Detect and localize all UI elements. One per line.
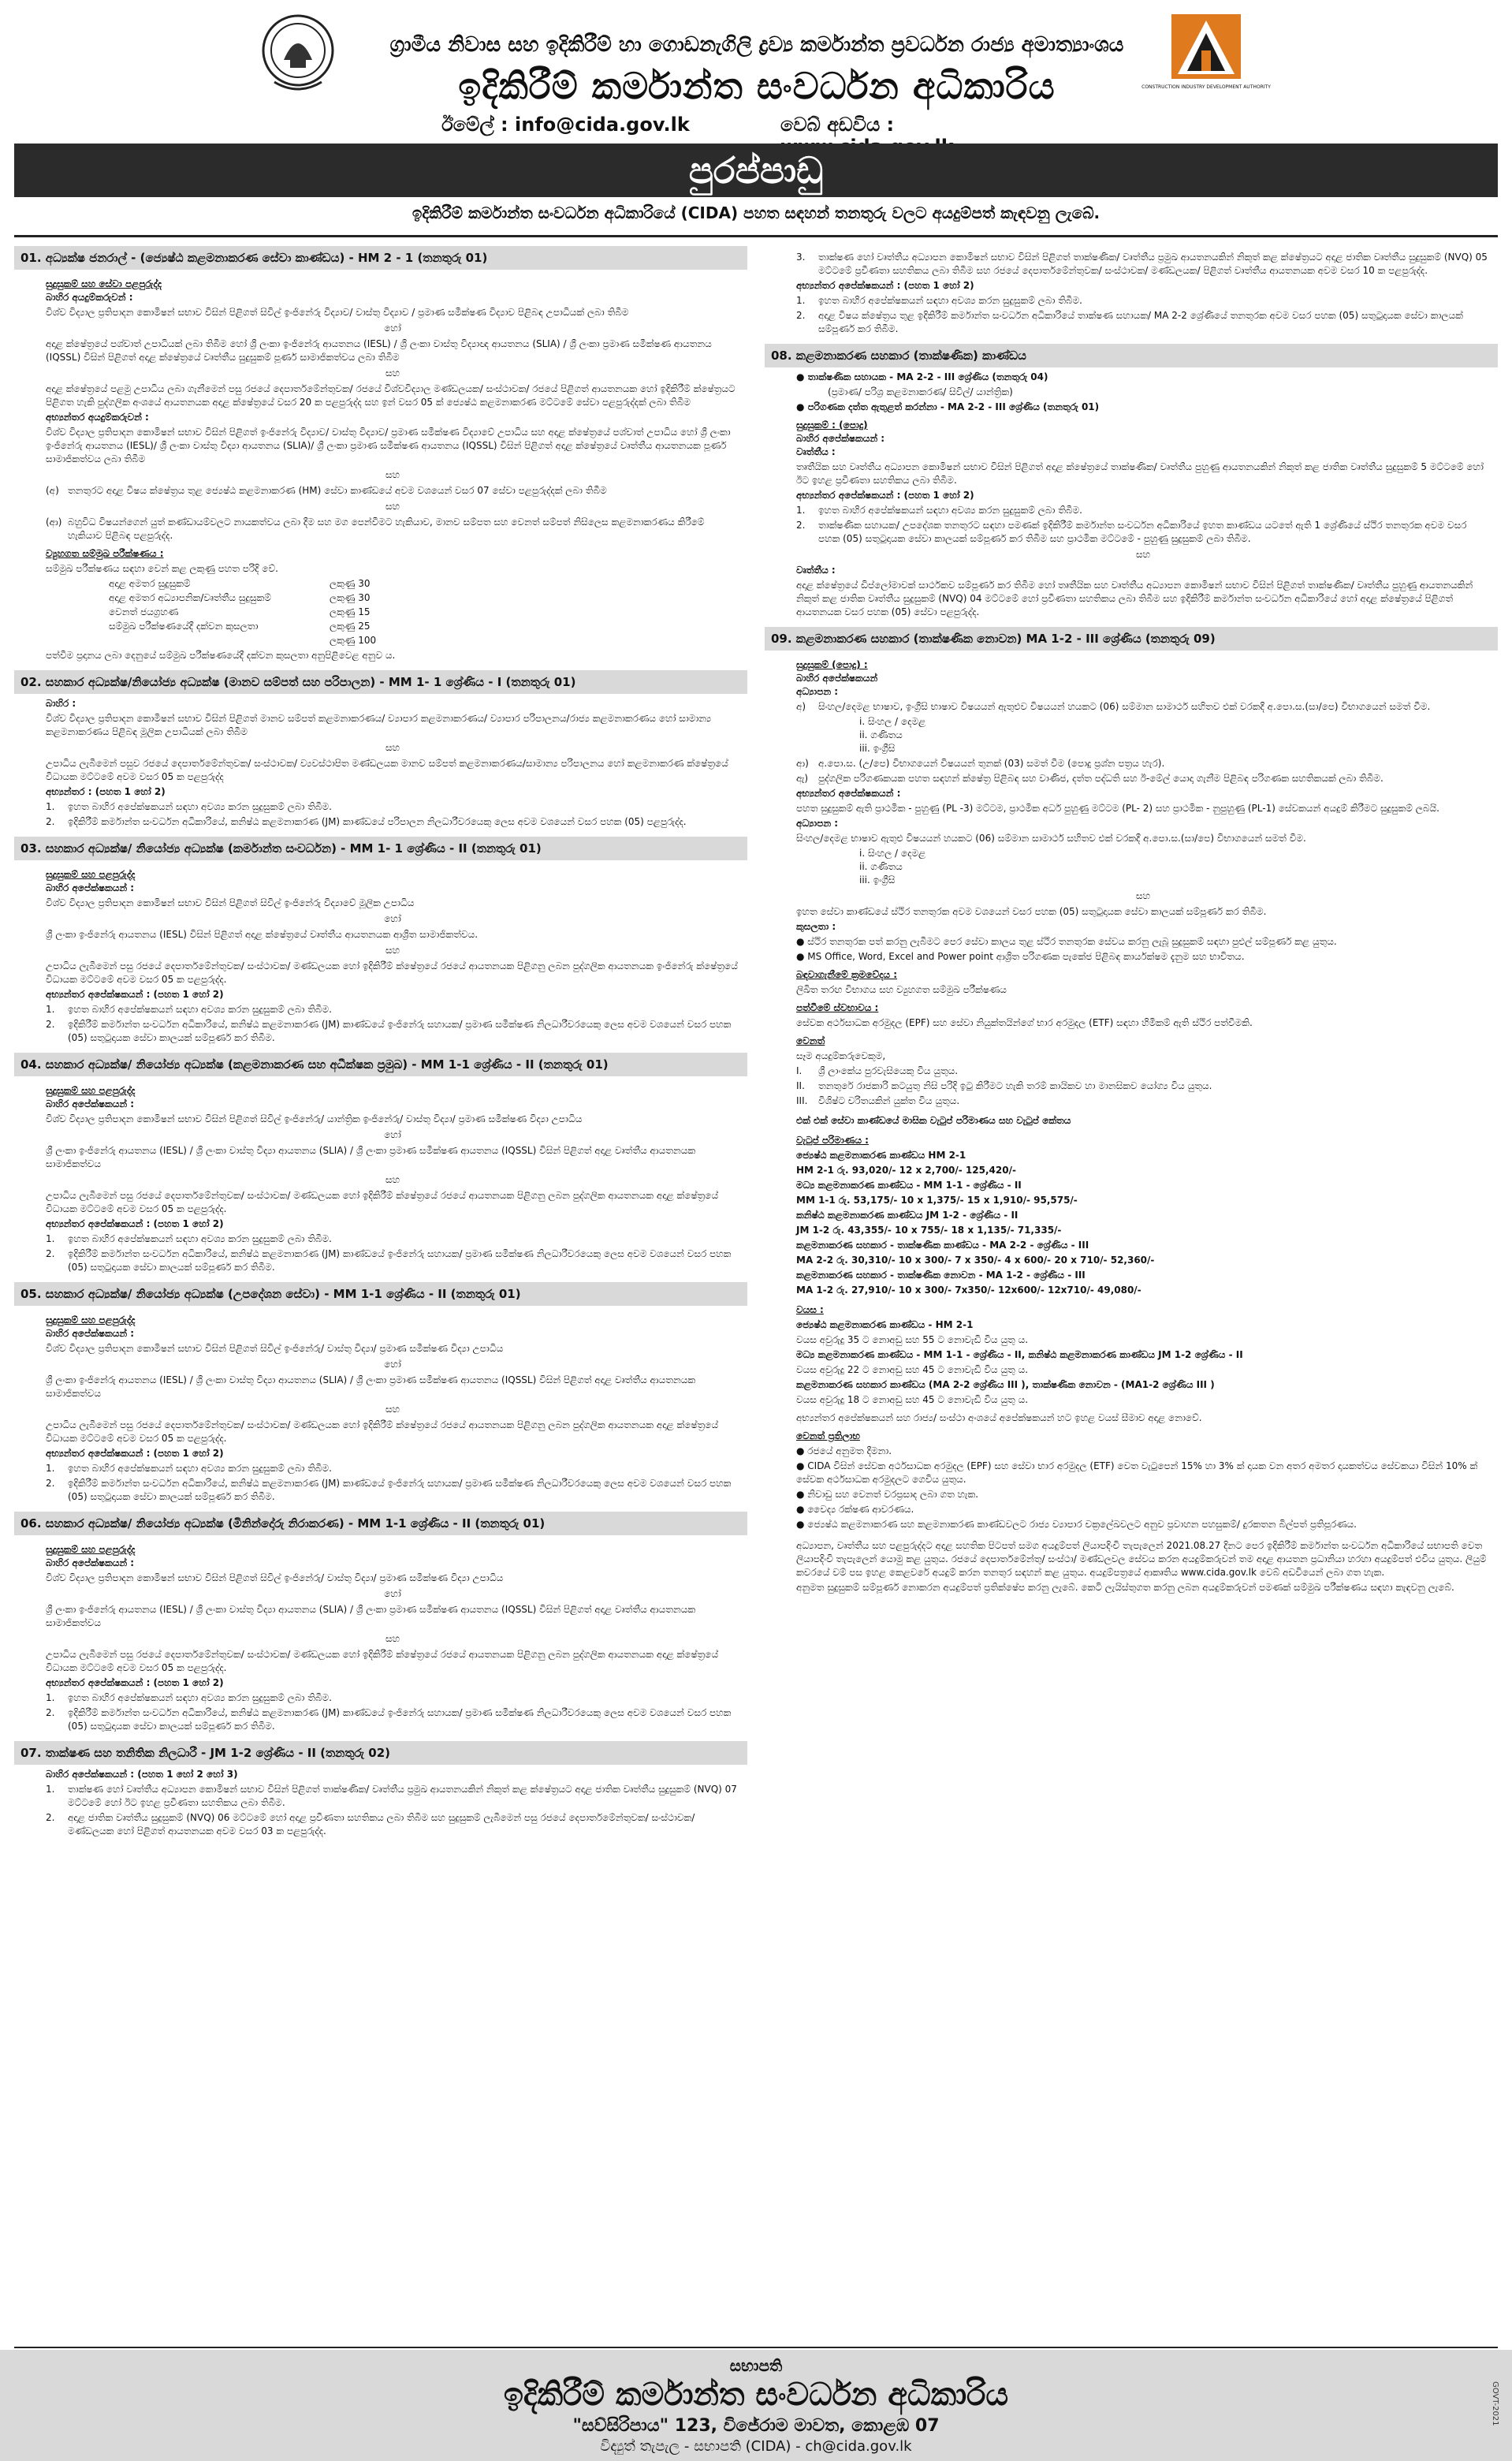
list-item (46, 1232, 739, 1246)
item-text: තනතුරේ රාජකාරි කටයුතු නිසි පරිදි ඉටු කිරීමට හැකි තරම් කායිකව හා මානසිකව යෝග්‍ය විය යුතුය. (818, 1080, 1212, 1091)
item-number: 2. (796, 310, 806, 321)
item-number: I. (796, 1065, 803, 1076)
paragraph: පත්වීම ප්‍රදානය ලබා දෙනුයේ සම්මුඛ පරීක්ෂණයේදී දක්වන කුසලතා අනුපිළිවෙළ අනුව ය. (46, 650, 396, 661)
subheading: සුදුසුකම් සහ පළපුරුද්ද (46, 1544, 136, 1555)
paragraph: පහත සුදුසුකම් ඇති ප්‍රාථමික - පුහුණු (PL -3) මට්ටම, ප්‍රාථමික අර්ධ පුහුණු මට්ටම (PL- 2) සහ ප්‍රාථමික - නුපුහුණු (PL-1) සේවකයන් අයදුම් කිරීමට සුදුසුකම් ලබයි. (796, 803, 1439, 814)
section-08 (765, 344, 1498, 619)
age-limit: වයස අවුරුදු 18 ට නොඅඩු සහ 45 ට නොවැඩි විය යුතු ය. (796, 1394, 1029, 1405)
and-text: සහ (385, 945, 400, 956)
section-03 (14, 837, 747, 1045)
subheading: සුදුසුකම් සහ සේවා පළපුරුද්ද (46, 278, 162, 289)
item-number: III. (796, 1095, 808, 1106)
and-text: සහ (1135, 549, 1151, 560)
and-text: සහ (1135, 890, 1151, 901)
marks-name: අදාළ අමතර අධ්‍යාපනික/වෘත්තීය සුදුසුකම් (109, 592, 271, 603)
sri-lanka-emblem-icon (260, 11, 336, 96)
bullet-text: වෛද්‍ය රක්ෂණ ආවරණය. (807, 1504, 914, 1515)
list-item (46, 1018, 739, 1045)
salary-group: මධ්‍ය කළමනාකරණ කාණ්ඩය - MM 1-1 - ශ්‍රේණිය - II (796, 1180, 1022, 1191)
bullet-text: CIDA විසින් සේවක අර්ථසාධක අරමුදල (EPF) සහ සේවා භාර අරමුදල (ETF) වෙත වැටුපෙන් 15% හා 3% ක් දායක වන අතර අමතර දායකත්වය සේවකයා විසින් 10% ක් සේවක අර්ථසාධක අරමුදලට ගෙවිය යුතුය. (796, 1460, 1478, 1485)
footer-title: සභාපති (729, 2356, 783, 2375)
item-number: ආ) (796, 758, 809, 769)
subject-item: iii. ඉංග්‍රීසි (859, 743, 896, 754)
footer-email[interactable]: විද්‍යුත් තැපැල - සභාපති (CIDA) - ch@cida.gov.lk (600, 2438, 912, 2455)
paragraph: අදාළ ක්ෂේත්‍රයේ ඩිප්ලෝමාවක් සාර්ථකව සම්පූර්ණ කර තිබීම හෝ තෘතීයික සහ වෘත්තීය අධ්‍යාපන කොමිෂන් සභාව විසින් පිළිගත් තාක්ෂණික/ වෘත්තීය පුහුණු ආයතනයකින් නිකුත් කළ ජාතික වෘත්තීය සුදුසුකම් (NVQ) 04 මට්ටමේ හෝ ප්‍රවීණතා සහතිකය ලබා තිබීම සහ ඉදිකිරීම් කර්මාන්ත සංවර්ධන අධිකාරියේ හෝ අදාළ ක්ෂේත්‍රයේ පිළිගත් ආයතනයක වසර පහක (05) සේවා පළපුරුද්ද. (796, 580, 1473, 617)
item-number: ඇ) (796, 773, 809, 784)
salary-group: කළමනාකරණ සහකාර - තාක්ෂණික කාණ්ඩය - MA 2-2 - ශ්‍රේණිය - III (796, 1240, 1089, 1251)
marks-value: ලකුණු 25 (330, 621, 371, 632)
subheading: සුදුසුකම් සහ පළපුරුද්ද (46, 869, 136, 880)
subheading: සුදුසුකම් : (පොදු) (796, 419, 868, 431)
label: බාහිර අපේක්ෂකයන් : (46, 1098, 135, 1109)
paragraph: සම්මුඛ පරීක්ෂණය සඳහා වෙන් කළ ලකුණු පහත පරිදි වේ. (46, 563, 278, 574)
item-text: සිංහල/දෙමළ භාෂාව, ඉංග්‍රීසි භාෂාව විෂයයන් ඇතුළුව විෂයයන් හයකට (06) සම්මාන සාමාර්ථ සහිතව එක් වරකදී අ.පො.ස.(සා/පෙ) විභාගයෙන් සමත් වීම. (818, 701, 1431, 712)
and-text: සහ (385, 367, 400, 378)
item-number: 3. (796, 252, 806, 263)
paragraph: අදාළ ක්ෂේත්‍රයේ පළමු උපාධිය ලබා ගැනීමෙන් පසු රජයේ දෙපාර්තමේන්තුවක/ රජයේ විශ්වවිද්‍යාල මණ්ඩලයක/ සංස්ථාවක/ රජයේ පිළිගත් ආයතනයක හෝ ඉදිකිරීම් ක්ෂේත්‍රයට පිළිගත හැකි පුද්ගලික අංශයේ ආයතනයක අදාළ ක්ෂේත්‍රයේ වසර 20 ක පළපුරුද්ද සහ ඉන් වසර 05 ක් ජ්‍යෙෂ්ඨ කළමනාකරණ මට්ටමේ සේවා පළපුරුද්දක් ලබා තිබීම (46, 383, 736, 408)
subheading: සුදුසුකම් සහ පළපුරුද්ද (46, 1314, 136, 1326)
salary-title: එක් එක් සේවා කාණ්ඩයේ මාසික වැටුප් පරිමාණය සහ වැටුප් කේතය (796, 1115, 1071, 1126)
bullet-text: MS Office, Word, Excel and Power point ආශ්‍රිත පරිගණක පැකේජ පිළිබඳ කාර්යක්ෂම දැනුම සහ භාවිතය. (807, 951, 1245, 962)
list-item (46, 516, 739, 543)
list-item (796, 504, 1490, 517)
list-item (796, 1079, 1490, 1093)
label: අභ්‍යන්තර අයදුම්කරුවන් : (46, 412, 149, 423)
paragraph: විශ්ව විද්‍යාල ප්‍රතිපාදන කොමිෂන් සභාව විසින් පිළිගත් ඉංජිනේරු විද්‍යාව/ වාස්තු විද්‍යාව/ ප්‍රමාණ සමීක්ෂණ විද්‍යාවේ උපාධිය සහ අදාළ ක්ෂේත්‍රයේ පශ්චාත් උපාධිය හෝ ශ්‍රී ලංකා ඉංජිනේරු ආයතනය (IESL)/ ශ්‍රී ලංකා වාස්තු විද්‍යා ආයතනය (SLIA)/ ශ්‍රී ලංකා ප්‍රමාණ සමීක්ෂණ ආයතනය (IQSSL) විසින් පිළිගත් අදාළ ක්ෂේත්‍රයේ වෘත්තීය ආයතනයක පූර්ණ සාමාජිකත්වය ලබා තිබීම (46, 427, 731, 464)
paragraph: විශ්ව විද්‍යාල ප්‍රතිපාදන කොමිෂන් සභාව විසින් පිළිගත් සිවිල් ඉංජිනේරු/ වාස්තු විද්‍යා/ ප්‍රමාණ සමීක්ෂණ විද්‍යා උපාධිය (46, 1572, 504, 1583)
paragraph: අභ්‍යන්තර අපේක්ෂකයන් සහ රාජ්‍ය/ සංස්ථා අංශයේ අපේක්ෂකයන් හට ඉහළ වයස් සීමාව අදාළ නොවේ. (796, 1412, 1202, 1423)
paragraph: විශ්ව විද්‍යාල ප්‍රතිපාදන කොමිෂන් සභාව විසින් පිළිගත් සිවිල් ඉංජිනේරු විද්‍යාව/ වාස්තු විද්‍යාව / ප්‍රමාණ සමීක්ෂණ විද්‍යාව පිළිබඳ උපාධියක් ලබා තිබීම (46, 307, 629, 318)
list-item (796, 757, 1490, 770)
subject-item: ii. ගණිතය (859, 729, 903, 740)
paragraph: සිංහල/දෙමළ භාෂාව ඇතුළු විෂයයන් හයකට (06) සම්මාන සාමාර්ථ සහිතව එක් වරකදී අ.පො.ස.(සා/පෙ) විභාගයෙන් සමත් වීම. (796, 833, 1306, 844)
vacancies-banner: පුරප්පාඩු (14, 144, 1498, 197)
divider (14, 235, 1498, 237)
list-item (46, 1691, 739, 1705)
and-text: සහ (385, 1404, 400, 1415)
list-item (46, 1477, 739, 1504)
footer (0, 2350, 1512, 2461)
subheading: බඳවාගැනීමේ ක්‍රමවේදය : (796, 969, 898, 980)
salary-scale: MA 2-2 රු. 30,310/- 10 x 300/- 7 x 350/- 4 x 600/- 20 x 710/- 52,360/- (796, 1255, 1155, 1266)
label: වෘත්තීය : (796, 565, 836, 576)
section-title: 01. අධ්‍යක්ෂ ජනරාල් - (ජ්‍යෙෂ්ඨ කළමනාකරණ සේවා කාණ්ඩය) - HM 2 - 1 (තනතුරු 01) (14, 246, 747, 270)
salary-scale: MA 1-2 රු. 27,910/- 10 x 300/- 7x350/- 12x600/- 12x710/- 49,080/- (796, 1285, 1141, 1296)
bullet-item: ● MS Office, Word, Excel and Power point ආශ්‍රිත පරිගණක පැකේජ පිළිබඳ කාර්යක්ෂම දැනුම සහ භාවිතය. (796, 951, 1245, 962)
subject-list (859, 715, 1490, 755)
post-item: ● තාක්ෂණික සහායක - MA 2-2 - III ශ්‍රේණිය (තනතුරු 04) (796, 371, 1048, 382)
paragraph: විශ්ව විද්‍යාල ප්‍රතිපාදන කොමිෂන් සභාව විසින් පිළිගත් මානව සම්පත් කළමනාකරණය/ ව්‍යාපාර කළමනාකරණය/ ව්‍යාපාර පරිපාලනය/රාජ්‍ය කළමනාකරණය හෝ සාමාන්‍ය කළමනාකරණය පිළිබඳ මූලික උපාධියක් ලබා තිබීම (46, 713, 712, 737)
age-group: කළමනාකරණ සහකාර කාණ්ඩය (MA 2-2 ශ්‍රේණිය III ), තාක්ෂණික නොවන - (MA1-2 ශ්‍රේණිය III ) (796, 1379, 1215, 1390)
list-item (46, 800, 739, 814)
post-subtitle: (ප්‍රමාණ/ පරිශ්‍ර කළමනාකරණ/ සිවිල්/ යාන්ත්‍රික) (828, 386, 1013, 397)
item-text: ඉහත බාහිර අපේක්ෂකයන් සඳහා අවශ්‍ය කරන සුදුසුකම් ලබා තිබීම. (68, 1463, 332, 1474)
salary-group: කනිෂ්ඨ කළමනාකරණ කාණ්ඩය JM 1-2 - ශ්‍රේණිය - II (796, 1210, 1019, 1221)
item-text: විශිෂ්ට චරිතයකින් යුක්ත විය යුතුය. (818, 1095, 960, 1106)
section-title: 05. සහකාර අධ්‍යක්ෂ/ නියෝජ්‍ය අධ්‍යක්ෂ (උපදේශන සේවා) - MM 1-1 ශ්‍රේණිය - II (තනතුරු 01) (14, 1282, 747, 1306)
item-text: ඉහත බාහිර අපේක්ෂකයන් සඳහා අවශ්‍ය කරන සුදුසුකම් ලබා තිබීම. (818, 505, 1082, 516)
item-text: අ.පො.ස. (උ/පෙ) විභාගයෙන් විෂයයන් තුනක් (03) සමත් වීම (පොදු ප්‍රශ්න පත්‍රය හැර). (818, 758, 1165, 769)
item-number: අ) (796, 701, 806, 712)
item-number: II. (796, 1080, 805, 1091)
paragraph: විශ්ව විද්‍යාල ප්‍රතිපාදන කොමිෂන් සභාව විසින් පිළිගත් සිවිල් ඉංජිනේරු/ යාන්ත්‍රික ඉංජිනේරු/ වාස්තු විද්‍යා/ ප්‍රමාණ සමීක්ෂණ විද්‍යා උපාධිය (46, 1113, 583, 1124)
item-number: 2. (796, 520, 806, 531)
age-group: ජ්‍යෙෂ්ඨ කළමනාකරණ කාණ්ඩය - HM 2-1 (796, 1319, 974, 1330)
paragraph: උපාධිය ලැබීමෙන් පසු රජයේ දෙපාර්තමේන්තුවක/ සංස්ථාවක/ මණ්ඩලයක හෝ ඉදිකිරීම් ක්ෂේත්‍රයේ රජයේ ආයතනයක පිළිගනු ලබන පුද්ගලික ආයතනයක ඉංජිනේරු ක්ෂේත්‍රයේ විධායක මට්ටමේ අවම වසර 05 ක පළපුරුද්ද. (46, 960, 738, 985)
bullet-text: ජ්‍යෙෂ්ඨ කළමනාකරණ සහ කළමනාකරණ කාණ්ඩවලට රාජ්‍ය ව්‍යාපාර චක්‍රලේඛවලට අනුව ප්‍රවාහන පහසුකම්/ දුරකතන බිල්පත් ප්‍රතිපූරණය. (807, 1519, 1357, 1530)
closing-paragraph: අනුමත සුදුසුකම් සම්පූර්ණ නොකරන අයදුම්පත් ප්‍රතික්ෂේප කරනු ලැබේ. කෙටි ලැයිස්තුගත කරනු ලබන අයදුම්කරුවන් පමණක් සම්මුඛ පරීක්ෂණය සඳහා කැඳවනු ලැබේ. (796, 1582, 1454, 1593)
list-item (46, 1706, 739, 1733)
post-name: පරිගණක දත්ත ඇතුළත් කරන්නා - MA 2-2 - III ශ්‍රේණිය (තනතුරු 01) (807, 401, 1100, 412)
paragraph: විශ්ව විද්‍යාල ප්‍රතිපාදන කොමිෂන් සභාව විසින් පිළිගත් සිවිල් ඉංජිනේරු/ වාස්තු විද්‍යා/ ප්‍රමාණ සමීක්ෂණ විද්‍යා උපාධිය (46, 1343, 504, 1354)
label: අභ්‍යන්තර අපේක්ෂකයන් : (පහත 1 හෝ 2) (46, 1218, 224, 1229)
closing-paragraph: අධ්‍යාපන, වෘත්තීය සහ පළපුරුද්දට අදාළ සහතික පිටපත් සමග අයදුම්පත් ලියාපදිංචි තැපැලෙන් 2021.08.27 දිනට පෙර ඉදිකිරීම් කර්මාන්ත සංවර්ධන අධිකාරියේ සභාපති වෙත ලියාපදිංචි තැපැලෙන් යොමු කළ යුතුය. රජයේ දෙපාර්තමේන්තු/ සංස්ථා/ මණ්ඩලවල සේවය කරන අයදුම්කරුවන් තම අදාළ ආයතන ප්‍රධානියා හරහා අයදුම්පත් එවිය යුතුය. ලියුම් කවරයේ වම් පස ඉහළ කෙළවරේ අයදුම් කරන තනතුර සඳහන් කළ යුතුය. අයදුම්පත්‍රයේ ආකෘතිය www.cida.gov.lk වෙබ් අඩවියෙන් ලබා ගත හැක. (796, 1540, 1487, 1578)
age-heading: වයස : (796, 1304, 824, 1315)
list-item (46, 815, 739, 829)
label: අභ්‍යන්තර අපේක්ෂකයන් : (පහත 1 හෝ 2) (46, 989, 224, 1000)
section-04 (14, 1053, 747, 1274)
marks-row (109, 577, 739, 591)
item-number: 2. (46, 1248, 55, 1259)
label: අභ්‍යන්තර අපේක්ෂකයන් : (පහත 1 හෝ 2) (796, 490, 974, 501)
section-05 (14, 1282, 747, 1504)
salary-group: කළමනාකරණ සහකාර - තාක්ෂණික නොවන - MA 1-2 - ශ්‍රේණිය - III (796, 1270, 1086, 1281)
bullet-text: රජයේ අනුමත දීමනා. (807, 1445, 892, 1456)
right-column (765, 246, 1498, 1602)
agency-name: ඉදිකිරීම් කර්මාන්ත සංවර්ධන අධිකාරිය (458, 65, 1056, 107)
item-text: ඉදිකිරීම් කර්මාන්ත සංවර්ධන අධිකාරියේ, කනිෂ්ඨ කළමනාකරණ (JM) කාණ්ඩයේ පරිපාලන නිලධාරීවරයෙකු ලෙස අවම වශයෙන් වසර පහක (05) පළපුරුද්ද. (68, 816, 687, 827)
marks-name: සම්මුඛ පරීක්ෂණයේදී දක්වන කුසලතා (109, 621, 259, 632)
item-text: තාක්ෂණ හෝ වෘත්තීය අධ්‍යාපන කොමිෂන් සභාව විසින් පිළිගත් තාක්ෂණික/ වෘත්තීය ප්‍රමුඛ ආයතනයකින් නිකුත් කළ ක්ෂේත්‍රයට අදාළ ජාතික වෘත්තීය සුදුසුකම් (NVQ) 07 මට්ටමේ හෝ ඊට ඉහළ ප්‍රවීණතා සහතිකය ලබා තිබීම. (68, 1784, 737, 1808)
bullet-text: නිවාඩු සහ වෙනත් වරප්‍රසාද ලබා ගත හැක. (807, 1489, 979, 1500)
subject-item: iii. ඉංග්‍රීසි (859, 874, 896, 886)
list-item (46, 1462, 739, 1475)
list-item (46, 1247, 739, 1274)
section-09 (765, 627, 1498, 1594)
list-item (796, 294, 1490, 308)
label: බාහිර අපේක්ෂකයන් : (46, 882, 135, 893)
label: කුසලතා : (796, 921, 836, 932)
label: බාහිර අපේක්ෂකයන් : (46, 1557, 135, 1568)
intro-text: ඉදිකිරීම් කර්මාන්ත සංවර්ධන අධිකාරියේ (CIDA) පහත සඳහන් තනතුරු වලට අයදුම්පත් කැඳවනු ලැබේ. (412, 203, 1100, 222)
marks-row (109, 606, 739, 619)
label: බාහිර අපේක්ෂකයන් : (පහත 1 හෝ 2 හෝ 3) (46, 1769, 238, 1780)
salary-heading: වැටුප් පරිමාණය : (796, 1135, 869, 1146)
cida-logo-caption: CONSTRUCTION INDUSTRY DEVELOPMENT AUTHORITY (1141, 84, 1271, 90)
label: බාහිර අයදුම්කරුවන් : (46, 292, 133, 303)
section-title: 02. සහකාර අධ්‍යක්ෂ/නියෝජ්‍ය අධ්‍යක්ෂ (මානව සම්පත් සහ පරිපාලන) - MM 1- 1 ශ්‍රේණිය - I (තනතුරු 01) (14, 670, 747, 694)
header-website[interactable]: වෙබ් අඩවිය : (780, 114, 895, 136)
marks-table (109, 577, 739, 647)
ministry-name: ග්‍රාමීය නිවාස සහ ඉදිකිරීම් හා ගොඩනැගිලි ද්‍රව්‍ය කර්මාන්ත ප්‍රවර්ධන රාජ්‍ය අමාත්‍යාංශය (389, 33, 1124, 57)
or-text: හෝ (384, 913, 401, 924)
subject-item: ii. ගණිතය (859, 861, 903, 872)
item-number: 1. (46, 1004, 55, 1015)
section-07-continued (765, 246, 1498, 336)
list-item (796, 251, 1490, 278)
paragraph: තෘතීයික සහ වෘත්තීය අධ්‍යාපන කොමිෂන් සභාව විසින් පිළිගත් අදාළ ක්ෂේත්‍රයේ තාක්ෂණික/ වෘත්තීය පුහුණු ආයතනයකින් නිකුත් කළ ජාතික වෘත්තීය සුදුසුකම් 5 මට්ටමේ හෝ ඊට ඉහළ ප්‍රවීණතා සහතිකය ලබා තිබීම. (796, 461, 1484, 486)
footer-agency: ඉදිකිරීම් කර්මාන්ත සංවර්ධන අධිකාරිය (503, 2377, 1009, 2413)
label: අභ්‍යන්තර අපේක්ෂකයන් : (796, 788, 901, 799)
label: බාහිර අපේක්ෂකයන් (796, 673, 878, 684)
item-number: 1. (46, 1784, 55, 1795)
item-text: අදාළ විෂය ක්ෂේත්‍රය තුළ ඉදිකිරීම් කර්මාන්ත සංවර්ධන අධිකාරියේ තාක්ෂණ සහායක/ MA 2-2 ශ්‍රේණියේ තනතුරක අවම වසර පහක (05) සතුටුදායක සේවා කාලයක් සම්පූර්ණ කර තිබීම. (818, 310, 1463, 334)
label: බාහිර අපේක්ෂකයන් : (796, 433, 885, 444)
paragraph: ශ්‍රී ලංකා ඉංජිනේරු ආයතනය (IESL) විසින් පිළිගත් අදාළ ක්ෂේත්‍රයේ වෘත්තීය ආයතනයක ආශ්‍රිත සාමාජිකත්වය. (46, 929, 479, 940)
subheading: පත්වීමේ ස්වභාවය : (796, 1002, 879, 1013)
section-title: 08. කළමනාකරණ සහකාර (තාක්ෂණික) කාණ්ඩය (765, 344, 1498, 367)
section-title: 06. සහකාර අධ්‍යක්ෂ/ නියෝජ්‍ය අධ්‍යක්ෂ (මිනින්දෝරු නිරාකරණ) - MM 1-1 ශ්‍රේණිය - II (තනතුරු 01) (14, 1512, 747, 1535)
paragraph: උපාධිය ලැබීමෙන් පසු රජයේ දෙපාර්තමේන්තුවක/ සංස්ථාවක/ මණ්ඩලයක හෝ ඉදිකිරීම් ක්ෂේත්‍රයේ රජයේ ආයතනයක පිළිගනු ලබන පුද්ගලික ආයතනයක අදාළ ක්ෂේත්‍රයේ විධායක මට්ටමේ අවම වසර 05 ක පළපුරුද්ද. (46, 1419, 719, 1444)
item-text: ඉහත බාහිර අපේක්ෂකයන් සඳහා අවශ්‍ය කරන සුදුසුකම් ලබා තිබීම. (68, 1004, 332, 1015)
item-number: 1. (46, 1692, 55, 1703)
item-text: තනතුරට අදාළ විෂය ක්ෂේත්‍රය තුළ ජ්‍යෙෂ්ඨ කළමනාකරණ (HM) සේවා කාණ්ඩයේ අවම වශයෙන් වසර 07 සේවා පළපුරුද්දක් ලබා තිබීම (68, 485, 607, 496)
subheading: සුදුසුකම් සහ පළපුරුද්ද (46, 1085, 136, 1096)
list-item (796, 700, 1490, 714)
or-text: හෝ (384, 323, 401, 334)
salary-scale: MM 1-1 රු. 53,175/- 10 x 1,375/- 15 x 1,910/- 95,575/- (796, 1195, 1078, 1206)
marks-value: ලකුණු 15 (330, 606, 371, 617)
paragraph: උපාධිය ලැබීමෙන් පසු රජයේ දෙපාර්තමේන්තුවක/ සංස්ථාවක/ මණ්ඩලයක හෝ ඉදිකිරීම් ක්ෂේත්‍රයේ රජයේ ආයතනයක පිළිගනු ලබන පුද්ගලික ආයතනයක අදාළ ක්ෂේත්‍රයේ විධායක මට්ටමේ අවම වසර 05 ක පළපුරුද්ද. (46, 1649, 719, 1673)
bullet-item: ● ස්ථිර තනතුරක පත් කරනු ලැබීමට පෙර සේවා කාලය තුළ ස්ථිර තනතුරක සේවය කරනු ලැබූ සුදුසුකම් සඳහා පුළුල් සම්පූර්ණ කළ යුතුය. (796, 936, 1337, 947)
paragraph: උපාධිය ලැබීමෙන් පසු රජයේ දෙපාර්තමේන්තුවක/ සංස්ථාවක/ මණ්ඩලයක හෝ ඉදිකිරීම් ක්ෂේත්‍රයේ රජයේ ආයතනයක පිළිගනු ලබන පුද්ගලික ආයතනයක අදාළ ක්ෂේත්‍රයේ විධායක මට්ටමේ අවම වසර 05 ක පළපුරුද්ද. (46, 1190, 719, 1214)
item-number: (අ) (46, 485, 59, 496)
list-item (796, 519, 1490, 546)
and-text: සහ (385, 1174, 400, 1185)
item-number: (ආ) (46, 516, 62, 528)
list-item (46, 1811, 739, 1838)
post-item: ● පරිගණක දත්ත ඇතුළත් කරන්නා - MA 2-2 - III ශ්‍රේණිය (තනතුරු 01) (796, 401, 1100, 412)
item-text: ඉදිකිරීම් කර්මාන්ත සංවර්ධන අධිකාරියේ, කනිෂ්ඨ කළමනාකරණ (JM) කාණ්ඩයේ ඉංජිනේරු සහායක/ ප්‍රමාණ සමීක්ෂණ නිලධාරීවරයෙකු ලෙස අවම වශයෙන් වසර පහක (05) සතුටුදායක සේවා කාලයක් සම්පූර්ණ කර තිබීම. (68, 1478, 732, 1502)
section-title: 03. සහකාර අධ්‍යක්ෂ/ නියෝජ්‍ය අධ්‍යක්ෂ (කර්මාන්ත සංවර්ධන) - MM 1- 1 ශ්‍රේණිය - II (තනතුරු 01) (14, 837, 747, 860)
footer-address: "සව්සිරිපාය" 123, විජේරාම මාවත, කොළඹ 07 (572, 2416, 940, 2436)
marks-name: අදාළ අමතර සුදුසුකම් (109, 578, 191, 589)
list-item (46, 484, 739, 498)
section-07 (14, 1741, 747, 1838)
item-text: ශ්‍රී ලාංකේය පුරවැසියෙකු විය යුතුය. (818, 1065, 959, 1076)
section-06 (14, 1512, 747, 1733)
post-name: තාක්ෂණික සහායක - MA 2-2 - III ශ්‍රේණිය (තනතුරු 04) (807, 371, 1048, 382)
item-number: 1. (46, 1463, 55, 1474)
salary-scale: JM 1-2 රු. 43,355/- 10 x 755/- 18 x 1,135/- 71,335/- (796, 1225, 1062, 1236)
paragraph: උපාධිය ලැබීමෙන් පසුව රජයේ දෙපාර්තමේන්තුවක/ සංස්ථාවක/ ව්‍යවස්ථාපිත මණ්ඩලයක මානව සම්පත් කළමනාකරණය/සාමාන්‍ය පරිපාලනය හෝ කළමනාකරණ ක්ෂේත්‍රයේ විධායක මට්ටමේ අවම වසර 05 ක පළපුරුද්ද (46, 758, 728, 782)
label: අභ්‍යන්තර අපේක්ෂකයන් : (පහත 1 හෝ 2) (46, 1448, 224, 1459)
item-text: ඉහත බාහිර අපේක්ෂකයන් සඳහා අවශ්‍ය කරන සුදුසුකම් ලබා තිබීම. (68, 1233, 332, 1244)
marks-value: ලකුණු 30 (330, 592, 371, 603)
label: අභ්‍යන්තර අපේක්ෂකයන් : (පහත 1 හෝ 2) (796, 280, 974, 291)
item-text: ඉදිකිරීම් කර්මාන්ත සංවර්ධන අධිකාරියේ, කනිෂ්ඨ කළමනාකරණ (JM) කාණ්ඩයේ ඉංජිනේරු සහායක/ ප්‍රමාණ සමීක්ෂණ නිලධාරීවරයෙකු ලෙස අවම වශයෙන් වසර පහක (05) සතුටුදායක සේවා කාලයක් සම්පූර්ණ කර තිබීම. (68, 1707, 732, 1732)
subheading: ව්‍යුහගත සම්මුඛ පරීක්ෂණය : (46, 548, 164, 559)
subheading: වෙනත් (796, 1035, 825, 1046)
left-column (14, 246, 747, 1846)
subheading: වෙනත් ප්‍රතිලාභ (796, 1430, 860, 1441)
section-title: 04. සහකාර අධ්‍යක්ෂ/ නියෝජ්‍ය අධ්‍යක්ෂ (කළමනාකරණ සහ අධීක්ෂක ප්‍රමුඛ) - MM 1-1 ශ්‍රේණිය - II (තනතුරු 01) (14, 1053, 747, 1076)
and-text: සහ (385, 501, 400, 512)
label: අධ්‍යාපන : (796, 686, 839, 697)
or-text: හෝ (384, 1359, 401, 1370)
item-text: ඉහත බාහිර අපේක්ෂකයන් සඳහා අවශ්‍ය කරන සුදුසුකම් ලබා තිබීම. (68, 1692, 332, 1703)
section-02 (14, 670, 747, 829)
item-text: තාක්ෂණික සහායක/ උපදේශක තනතුරට සඳහා පමණක් ඉදිකිරීම් කර්මාන්ත සංවර්ධන අධිකාරියේ ඉහත කාණ්ඩය යටතේ ඇති 1 ශ්‍රේණියේ ස්ථිර තනතුරක අවම වසර පහක (05) සතුටුදායක සේවා කාලයක් සම්පූර්ණ කර තිබීම සහ ප්‍රාථමික මට්ටමේ - පුහුණු සුදුසුකම් ලබා තිබීම. (818, 520, 1467, 544)
subject-item: i. සිංහල / දෙමළ (859, 716, 926, 727)
item-number: 1. (796, 505, 806, 516)
header-email[interactable]: ඊමේල් : info@cida.gov.lk (441, 114, 690, 136)
cida-logo-icon (1141, 11, 1271, 99)
age-limit: වයස අවුරුදු 22 ට නොඅඩු සහ 45 ට නොවැඩි විය යුතු ය. (796, 1364, 1029, 1375)
paragraph: අදාළ ක්ෂේත්‍රයේ පශ්චාත් උපාධියක් ලබා තිබීම හෝ ශ්‍රී ලංකා ඉංජිනේරු ආයතනය (IESL) / ශ්‍රී ලංකා වාස්තු විද්‍යාඥ ආයතනය (SLIA) / ශ්‍රී ලංකා ප්‍රමාණ සමීක්ෂණ ආයතනය (IQSSL) විසින් පිළිගත් අදාළ ක්ෂේත්‍රයේ වෘත්තීය සුදුසුකම් පූර්ණ සාමාජිකත්වය ලබා තිබීම (46, 338, 712, 363)
item-number: 1. (46, 801, 55, 812)
bullet-item: ● වෛද්‍ය රක්ෂණ ආවරණය. (796, 1504, 914, 1515)
item-text: අදාළ ජාතික වෘත්තීය සුදුසුකම් (NVQ) 06 මට්ටමේ හෝ අදාළ ප්‍රවීණතා සහතිකය ලබා තිබීම සහ සුදුසුකම් ලැබීමෙන් පසු රජයේ දෙපාර්තමේන්තුවක/ සංස්ථාවක/ මණ්ඩලයක හෝ පිළිගත් ආයතනයක අවම වසර 03 ක පළපුරුද්ද. (68, 1812, 695, 1836)
item-text: බහුවිධ විෂයන්ගෙන් යුත් කණ්ඩායම්වලට නායකත්වය ලබා දීම සහ මග පෙන්වීමට හැකියාව, මානව සම්පත සහ වෙනත් සම්පත් නිසිලෙස කළමනාකරණය කිරීමේ හැකියාව පිළිබඳ පළපුරුද්ද. (68, 516, 705, 541)
item-text: ඉදිකිරීම් කර්මාන්ත සංවර්ධන අධිකාරියේ, කනිෂ්ඨ කළමනාකරණ (JM) කාණ්ඩයේ ඉංජිනේරු සහායක/ ප්‍රමාණ සමීක්ෂණ නිලධාරීවරයෙකු ලෙස අවම වශයෙන් වසර පහක (05) සතුටුදායක සේවා කාලයක් සම්පූර්ණ කර තිබීම. (68, 1248, 732, 1273)
label: අධ්‍යාපන : (796, 818, 839, 829)
paragraph: විශ්ව විද්‍යාල ප්‍රතිපාදන කොමිෂන් සභාව විසින් පිළිගත් සිවිල් ඉංජිනේරු විද්‍යාවේ මූලික උපාධිය (46, 897, 415, 908)
subject-item: i. සිංහල / දෙමළ (859, 848, 926, 859)
bullet-item: ● ජ්‍යෙෂ්ඨ කළමනාකරණ සහ කළමනාකරණ කාණ්ඩවලට රාජ්‍ය ව්‍යාපාර චක්‍රලේඛවලට අනුව ප්‍රවාහන පහසුකම්/ දුරකතන බිල්පත් ප්‍රතිපූරණය. (796, 1519, 1357, 1530)
marks-total: ලකුණු 100 (330, 635, 377, 646)
item-number: 2. (46, 816, 55, 827)
item-text: ඉදිකිරීම් කර්මාන්ත සංවර්ධන අධිකාරියේ, කනිෂ්ඨ කළමනාකරණ (JM) කාණ්ඩයේ ඉංජිනේරු සහායක/ ප්‍රමාණ සමීක්ෂණ නිලධාරීවරයෙකු ලෙස අවම වශයෙන් වසර පහක (05) සතුටුදායක සේවා කාලයක් සම්පූර්ණ කර තිබීම. (68, 1019, 732, 1043)
paragraph: ශ්‍රී ලංකා ඉංජිනේරු ආයතනය (IESL) / ශ්‍රී ලංකා වාස්තු විද්‍යා ආයතනය (SLIA) / ශ්‍රී ලංකා ප්‍රමාණ සමීක්ෂණ ආයතනය (IQSSL) විසින් පිළිගත් අදාළ වෘත්තීය ආයතනයක සාමාජිකත්වය (46, 1374, 696, 1399)
and-text: සහ (385, 742, 400, 753)
paragraph: සෑම අයදුම්කරුවෙකුම, (796, 1050, 886, 1061)
contact-row (441, 114, 1041, 139)
marks-value: ලකුණු 30 (330, 578, 371, 589)
item-number: 1. (46, 1233, 55, 1244)
label: අභ්‍යන්තර අපේක්ෂකයන් : (පහත 1 හෝ 2) (46, 1677, 224, 1688)
item-text: ඉහත බාහිර අපේක්ෂකයන් සඳහා අවශ්‍ය කරන සුදුසුකම් ලබා තිබීම. (68, 801, 332, 812)
marks-row (109, 591, 739, 605)
and-text: සහ (385, 469, 400, 480)
paragraph: ශ්‍රී ලංකා ඉංජිනේරු ආයතනය (IESL) / ශ්‍රී ලංකා වාස්තු විද්‍යා ආයතනය (SLIA) / ශ්‍රී ලංකා ප්‍රමාණ සමීක්ෂණ ආයතනය (IQSSL) විසින් පිළිගත් අදාළ වෘත්තීය ආයතනයක සාමාජිකත්වය (46, 1145, 696, 1169)
subheading: සුදුසුකම් (පොදු) : (796, 659, 868, 670)
age-limit: වයස අවුරුදු 35 ට නොඅඩු සහ 55 ට නොවැඩි විය යුතු ය. (796, 1334, 1029, 1345)
or-text: හෝ (384, 1129, 401, 1140)
label: වෘත්තීය : (796, 446, 836, 457)
item-number: 2. (46, 1019, 55, 1030)
paragraph: ශ්‍රී ලංකා ඉංජිනේරු ආයතනය (IESL) / ශ්‍රී ලංකා වාස්තු විද්‍යා ආයතනය (SLIA) / ශ්‍රී ලංකා ප්‍රමාණ සමීක්ෂණ ආයතනය (IQSSL) විසින් පිළිගත් අදාළ වෘත්තීය ආයතනයක සාමාජිකත්වය (46, 1604, 696, 1628)
subject-list (859, 847, 1490, 887)
section-title: 07. තාක්ෂණ සහ තනිතික නිලධාරී - JM 1-2 ශ්‍රේණිය - II (තනතුරු 02) (14, 1741, 747, 1765)
item-number: 2. (46, 1707, 55, 1718)
or-text: හෝ (384, 1588, 401, 1599)
bullet-item: ● නිවාඩු සහ වෙනත් වරප්‍රසාද ලබා ගත හැක. (796, 1489, 979, 1500)
paragraph: ඉහත සේවා කාණ්ඩයේ ස්ථිර තනතුරක අවම වශයෙන් වසර පහක (05) සතුටුදායක සේවා කාලයක් සම්පූර්ණ කර තිබීම. (796, 906, 1267, 917)
item-text: තාක්ෂණ හෝ වෘත්තීය අධ්‍යාපන කොමිෂන් සභාව විසින් පිළිගත් තාක්ෂණික/ වෘත්තීය ප්‍රමුඛ ආයතනයකින් නිකුත් කළ ක්ෂේත්‍රයට අදාළ ජාතික වෘත්තීය සුදුසුකම් (NVQ) 05 මට්ටමේ ප්‍රවීණතා සහතිකය ලබා තිබීම සහ රජයේ දෙපාර්තමේන්තුවක/ සංස්ථාවක/ මණ්ඩලයක/ පිළිගත් වෘත්තීය ආයතනයක අවම වසර 10 ක පළපුරුද්ද. (818, 252, 1488, 276)
label: බාහිර : (46, 698, 76, 709)
section-01 (14, 246, 747, 662)
divider (14, 2347, 1498, 2348)
marks-total-row (109, 634, 739, 647)
and-text: සහ (385, 1633, 400, 1644)
marks-name (109, 634, 330, 647)
label: බාහිර අපේක්ෂකයන් : (46, 1328, 135, 1339)
item-text: ඉහත බාහිර අපේක්ෂකයන් සඳහා අවශ්‍ය කරන සුදුසුකම් ලබා තිබීම. (818, 295, 1082, 306)
label: අභ්‍යන්තර : (පහත 1 හෝ 2) (46, 786, 166, 797)
bullet-item: ● රජයේ අනුමත දීමනා. (796, 1445, 892, 1456)
marks-row (109, 620, 739, 633)
list-item (796, 1094, 1490, 1108)
list-item (46, 1783, 739, 1810)
paragraph: ලිඛිත තරඟ විභාගය සහ ව්‍යුහගත සම්මුඛ පරීක්ෂණය (796, 984, 1007, 995)
section-title: 09. කළමනාකරණ සහකාර (තාක්ෂණික නොවන) MA 1-2 - III ශ්‍රේණිය (තනතුරු 09) (765, 627, 1498, 651)
bullet-text: ස්ථිර තනතුරක පත් කරනු ලැබීමට පෙර සේවා කාලය තුළ ස්ථිර තනතුරක සේවය කරනු ලැබූ සුදුසුකම් සඳහා පුළුල් සම්පූර්ණ කළ යුතුය. (807, 936, 1337, 947)
side-code: GOVT-2021 (1491, 2381, 1499, 2426)
header (0, 0, 1512, 142)
item-number: 2. (46, 1812, 55, 1823)
salary-scale: HM 2-1 රු. 93,020/- 12 x 2,700/- 125,420/- (796, 1165, 1016, 1176)
list-item (796, 772, 1490, 785)
paragraph: සේවක අර්ථසාධක අරමුදල (EPF) සහ සේවා නියුක්තයින්ගේ භාර අරමුදල (ETF) සඳහා හිමිකම් ඇති ස්ථිර පත්වීමකි. (796, 1017, 1253, 1028)
bullet-item: ● CIDA විසින් සේවක අර්ථසාධක අරමුදල (EPF) සහ සේවා භාර අරමුදල (ETF) වෙත වැටුපෙන් 15% හා 3% ක් දායක වන අතර අමතර දායකත්වය සේවකයා විසින් 10% ක් සේවක අර්ථසාධක අරමුදලට ගෙවිය යුතුය. (796, 1460, 1478, 1485)
item-text: පුද්ගලික පරිගණකයක පහත සඳහන් ක්ෂේත්‍ර පිළිබඳ සහ වාණිජ, දත්ත පද්ධති සහ ඊ-මේල් යොදා ගැනීම පිළිබඳ පරිගණක සහතිකයක් ලබා තිබීම. (818, 773, 1384, 784)
salary-group: ජ්‍යෙෂ්ඨ කළමනාකරණ කාණ්ඩය HM 2-1 (796, 1150, 966, 1161)
item-number: 2. (46, 1478, 55, 1489)
list-item (796, 309, 1490, 336)
list-item (796, 1065, 1490, 1078)
age-group: මධ්‍ය කළමනාකරණ කාණ්ඩය - MM 1-1 - ශ්‍රේණිය - II, කනිෂ්ඨ කළමනාකරණ කාණ්ඩය JM 1-2 ශ්‍රේණිය - II (796, 1349, 1243, 1360)
item-number: 1. (796, 295, 806, 306)
marks-name: වෙනත් ජයග්‍රහණ (109, 606, 179, 617)
list-item (46, 1003, 739, 1016)
